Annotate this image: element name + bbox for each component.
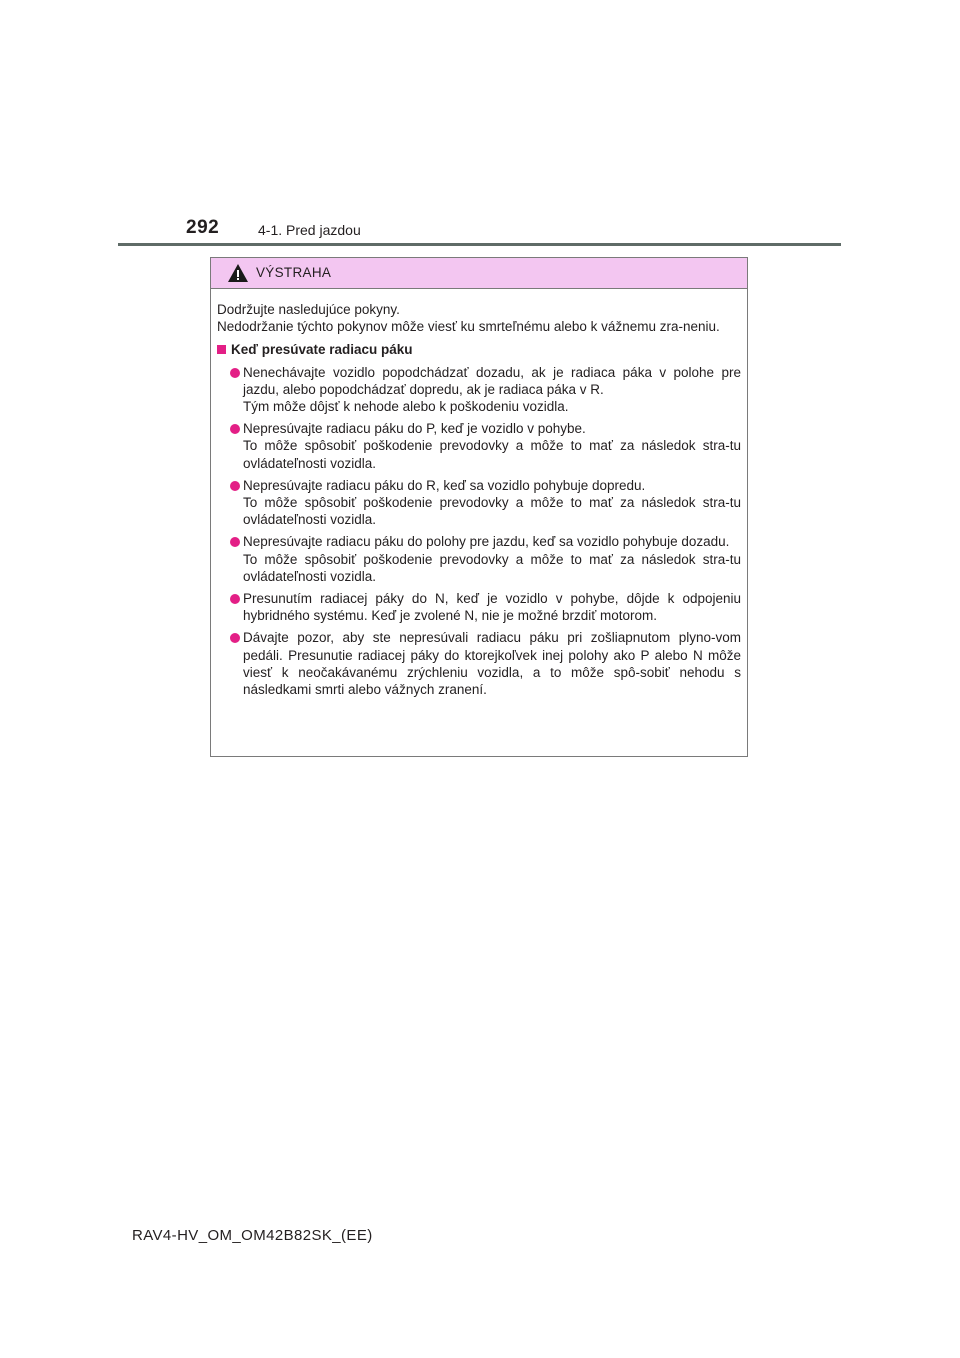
circle-bullet-icon — [230, 368, 240, 378]
list-item — [217, 590, 741, 624]
warning-body — [211, 289, 747, 698]
subheading — [217, 341, 741, 358]
list-item — [217, 420, 741, 472]
circle-bullet-icon — [230, 594, 240, 604]
list-item — [217, 629, 741, 698]
list-item-text: Nepresúvajte radiacu páku do polohy pre jazdu, keď sa vozidlo pohybuje dozadu. — [243, 534, 730, 550]
list-item-text: To môže spôsobiť poškodenie prevodovky a môže to mať za následok stra-tu ovládateľnosti vozidla. — [243, 438, 741, 471]
circle-bullet-icon — [230, 633, 240, 643]
warning-title: VÝSTRAHA — [256, 265, 332, 280]
header-rule — [118, 243, 841, 246]
list-item — [217, 533, 741, 585]
list-item-text: Tým môže dôjsť k nehode alebo k poškodeniu vozidla. — [243, 399, 569, 415]
list-item-text: Nepresúvajte radiacu páku do P, keď je vozidlo v pohybe. — [243, 421, 586, 437]
subheading-text: Keď presúvate radiacu páku — [231, 342, 413, 358]
list-item-text: Dávajte pozor, aby ste nepresúvali radiacu páku pri zošliapnutom plyno-vom pedáli. Presunutie radiacej páky do ktorejkoľvek inej polohy ako P alebo N môže viesť k neočakávanému zrýchleniu vozidla, a to môže spô-sobiť nehodu s následkami smrti alebo vážnych zranení. — [243, 630, 741, 698]
warning-box — [210, 257, 748, 757]
section-title: 4-1. Pred jazdou — [258, 222, 361, 238]
list-item-text: Presunutím radiacej páky do N, keď je vozidlo v pohybe, dôjde k odpojeniu hybridného systému. Keď je zvolené N, nie je možné brzdiť motorom. — [243, 591, 741, 624]
circle-bullet-icon — [230, 424, 240, 434]
warning-intro — [217, 301, 741, 335]
list-item-text: To môže spôsobiť poškodenie prevodovky a môže to mať za následok stra-tu ovládateľnosti vozidla. — [243, 495, 741, 528]
square-bullet-icon — [217, 345, 226, 354]
list-item-text: To môže spôsobiť poškodenie prevodovky a môže to mať za následok stra-tu ovládateľnosti vozidla. — [243, 551, 741, 584]
circle-bullet-icon — [230, 537, 240, 547]
bullet-list — [217, 364, 741, 699]
page-number: 292 — [186, 217, 220, 238]
intro-line: Dodržujte nasledujúce pokyny. — [217, 302, 400, 317]
list-item-text: Nenechávajte vozidlo popodchádzať dozadu, ak je radiaca páka v polohe pre jazdu, alebo popodchádzať dopredu, ak je radiaca páka v R. — [243, 364, 741, 397]
warning-header — [211, 258, 747, 289]
list-item — [217, 364, 741, 416]
list-item-text: Nepresúvajte radiacu páku do R, keď sa vozidlo pohybuje dopredu. — [243, 477, 646, 493]
footer-model-code: RAV4-HV_OM_OM42B82SK_(EE) — [132, 1227, 373, 1244]
circle-bullet-icon — [230, 481, 240, 491]
warning-triangle-icon — [227, 263, 249, 283]
intro-line: Nedodržanie týchto pokynov môže viesť ku smrteľnému alebo k vážnemu zra-neniu. — [217, 319, 720, 335]
list-item — [217, 477, 741, 529]
